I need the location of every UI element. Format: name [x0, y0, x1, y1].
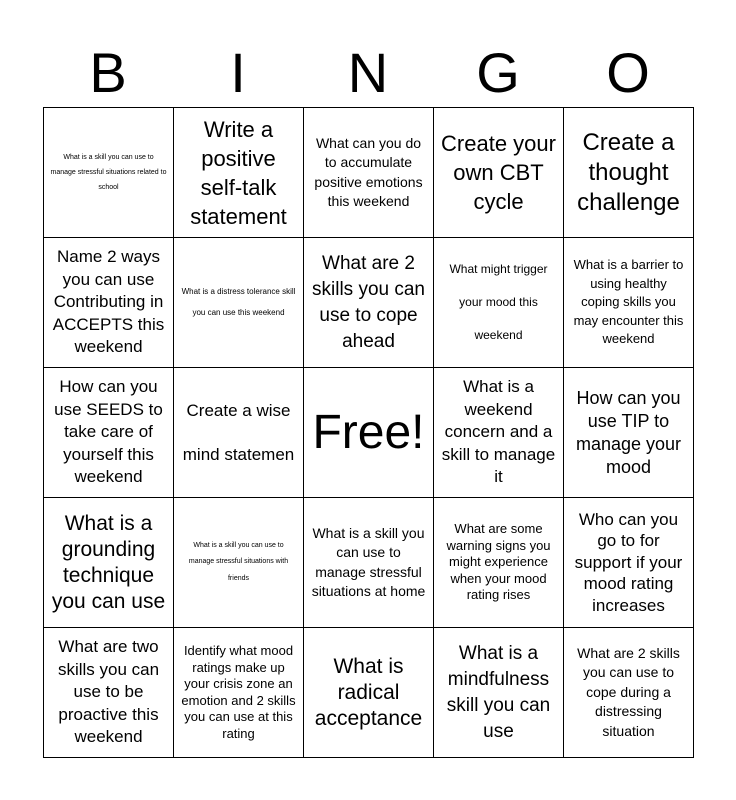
cell-text: Who can you go to for support if your mood rating increases [574, 509, 683, 615]
bingo-cell[interactable] [304, 108, 434, 238]
bingo-cell[interactable] [44, 108, 174, 238]
bingo-cell[interactable] [174, 238, 304, 368]
cell-text: Identify what mood ratings make up your crisis zone an emotion and 2 skills you can use at this rating [181, 643, 296, 741]
cell-text: Create your own CBT cycle [441, 131, 556, 214]
cell-text: What is radical acceptance [314, 654, 423, 730]
bingo-cell[interactable] [174, 498, 304, 628]
bingo-cell[interactable] [174, 108, 304, 238]
bingo-cell[interactable] [304, 628, 434, 758]
board-row [44, 238, 694, 368]
bingo-cell[interactable] [564, 108, 694, 238]
bingo-header [43, 38, 693, 108]
bingo-cell[interactable] [304, 498, 434, 628]
bingo-cell[interactable] [44, 498, 174, 628]
bingo-cell[interactable] [564, 368, 694, 498]
cell-text: What are 2 skills you can use to cope ahead [312, 252, 425, 352]
cell-text: Create a wise mind statemen [182, 400, 295, 464]
free-cell[interactable] [304, 368, 434, 498]
cell-text: How can you use TIP to manage your mood [575, 387, 682, 477]
bingo-cell[interactable] [304, 238, 434, 368]
free-label: Free! [312, 405, 425, 459]
cell-text: What are two skills you can use to be proactive this weekend [57, 637, 160, 747]
board-row [44, 368, 694, 498]
bingo-board [43, 107, 694, 758]
bingo-cell[interactable] [434, 628, 564, 758]
header-letter-b: B [89, 41, 127, 104]
bingo-cell[interactable] [44, 238, 174, 368]
bingo-cell[interactable] [564, 628, 694, 758]
header-letter-g: G [476, 41, 520, 104]
cell-text: What can you do to accumulate positive emotions this weekend [314, 134, 423, 209]
bingo-cell[interactable] [434, 368, 564, 498]
bingo-cell[interactable] [564, 498, 694, 628]
bingo-cell[interactable] [434, 498, 564, 628]
cell-text: Write a positive self-talk statement [190, 116, 287, 229]
cell-text: What is a mindfulness skill you can use [446, 642, 551, 742]
cell-text: What is a weekend concern and a skill to manage it [441, 377, 556, 487]
bingo-cell[interactable] [434, 108, 564, 238]
cell-text: What is a grounding technique you can use [51, 511, 166, 613]
cell-text: What is a barrier to using healthy coping skills you may encounter this weekend [573, 257, 684, 347]
cell-text: What is a skill you can use to manage stressful situations at home [311, 524, 426, 599]
bingo-cell[interactable] [44, 368, 174, 498]
cell-text: What might trigger your mood this weekend [449, 262, 548, 342]
bingo-cell[interactable] [434, 238, 564, 368]
header-letter-o: O [606, 41, 650, 104]
cell-text: Name 2 ways you can use Contributing in ACCEPTS this weekend [52, 247, 165, 357]
cell-text: What is a skill you can use to manage stressful situations with friends [188, 541, 289, 582]
header-letter-i: I [230, 41, 246, 104]
cell-text: What is a distress tolerance skill you can use this weekend [181, 287, 296, 317]
bingo-cell[interactable] [564, 238, 694, 368]
cell-text: What is a skill you can use to manage stressful situations related to school [50, 154, 167, 191]
board-row [44, 498, 694, 628]
cell-text: Create a thought challenge [577, 128, 680, 216]
header-letter-n: N [347, 41, 389, 104]
cell-text: What are 2 skills you can use to cope during a distressing situation [577, 644, 680, 739]
bingo-cell[interactable] [174, 628, 304, 758]
board-row [44, 628, 694, 758]
board-row [44, 108, 694, 238]
cell-text: What are some warning signs you might experience when your mood rating rises [446, 521, 551, 603]
bingo-cell[interactable] [44, 628, 174, 758]
bingo-cell[interactable] [174, 368, 304, 498]
cell-text: How can you use SEEDS to take care of yourself this weekend [54, 377, 163, 487]
